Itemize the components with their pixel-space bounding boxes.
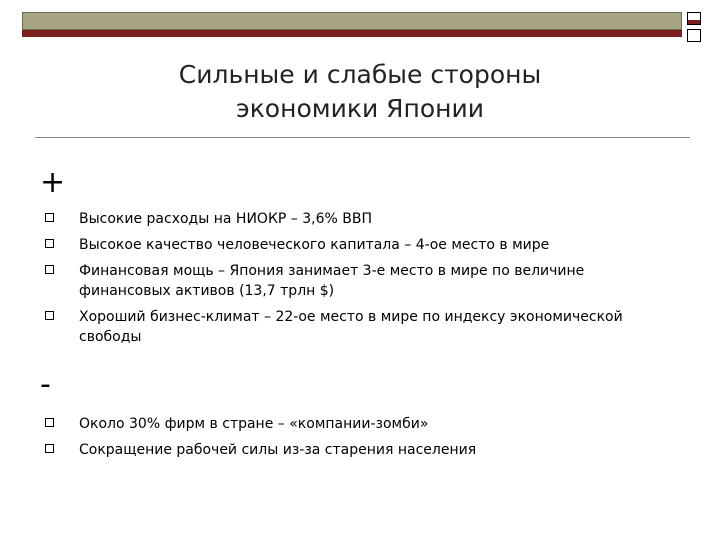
title-divider (35, 137, 690, 138)
list-item (45, 209, 665, 229)
hollow-square-bullet-icon (45, 265, 54, 274)
weaknesses-list (45, 414, 665, 466)
header-band (22, 12, 682, 30)
slide-title-line-1: Сильные и слабые стороны (178, 60, 542, 89)
list-item-text: Сокращение рабочей силы из-за старения населения (79, 442, 477, 458)
header-accent-line (22, 30, 682, 37)
list-item (45, 440, 665, 460)
list-item (45, 307, 665, 347)
strengths-list (45, 209, 665, 353)
list-item (45, 235, 665, 255)
strengths-mark: + (40, 165, 66, 200)
list-item (45, 414, 665, 434)
hollow-square-bullet-icon (45, 418, 54, 427)
list-item-text: Финансовая мощь – Япония занимает 3-е место в мире по величине финансовых активов (13,7 трлн $) (79, 263, 585, 299)
hollow-square-bullet-icon (45, 444, 54, 453)
list-item-text: Высокие расходы на НИОКР – 3,6% ВВП (79, 211, 372, 227)
corner-square-icon (687, 12, 701, 25)
corner-square-icon (687, 29, 701, 42)
list-item-text: Высокое качество человеческого капитала – 4-ое место в мире (79, 237, 550, 253)
hollow-square-bullet-icon (45, 239, 54, 248)
hollow-square-bullet-icon (45, 311, 54, 320)
slide-title (0, 58, 720, 126)
list-item-text: Хороший бизнес-климат – 22-ое место в мире по индексу экономической свободы (79, 309, 623, 345)
list-item-text: Около 30% фирм в стране – «компании-зомби» (79, 416, 429, 432)
list-item (45, 261, 665, 301)
slide-title-line-2: экономики Японии (235, 94, 484, 123)
weaknesses-mark: - (40, 367, 51, 402)
hollow-square-bullet-icon (45, 213, 54, 222)
